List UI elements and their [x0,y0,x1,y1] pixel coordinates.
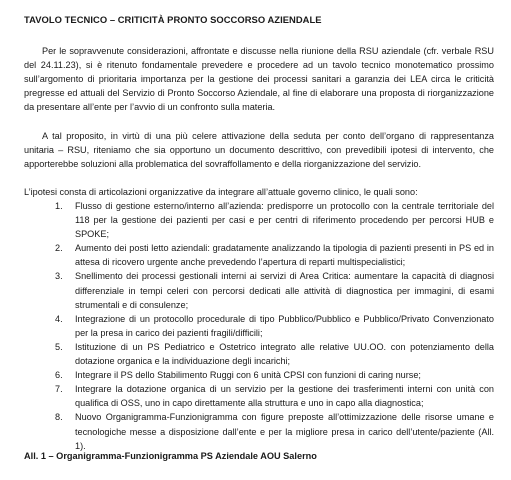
list-item-number: 5. [55,341,63,352]
paragraph-list-intro: L’ipotesi consta di articolazioni organizzative da integrare all’attuale governo clinico, le quali sono: [24,187,418,197]
document-title: TAVOLO TECNICO – CRITICITÀ PRONTO SOCCORSO AZIENDALE [24,14,322,25]
list-item [24,340,494,368]
list-item [24,199,494,241]
intervention-list [24,199,494,453]
list-item [24,312,494,340]
annex-heading: All. 1 – Organigramma-Funzionigramma PS Aziendale AOU Salerno [24,451,317,461]
list-item-number: 3. [55,271,63,282]
list-item-number: 4. [55,313,63,324]
list-item-text: Snellimento dei processi gestionali interni ai servizi di Area Critica: aumentare la capacità di diagnosi differenziale in tempi celeri con percorsi dedicati alle attività di diagnostica per immagini, di esami strumentali e di consulenze; [75,271,494,310]
list-item-number: 8. [55,412,63,423]
list-item-text: Aumento dei posti letto aziendali: gradatamente analizzando la tipologia di pazienti presenti in PS ed in attesa di ricovero urgente anche prevedendo l’apertura di reparti multispecialistici; [75,243,494,268]
list-item-number: 2. [55,243,63,254]
paragraph-intro: Per le sopravvenute considerazioni, affrontate e discusse nella riunione della RSU aziendale (cfr. verbale RSU del 24.11.23), si è ritenuto fondamentale prevedere e procedere ad un tavolo tecnico monotematico prossimo sull’argomento di prioritaria importanza per la gestione dei processi sanitari a garanzia dei LEA circa le criticità pregresse ed attuali del Servizio di Pronto Soccorso Aziendale, al fine di elaborare una proposta di riorganizzazione da presentare all’ente per l’avvio di un confronto sulla materia. [24,46,494,113]
list-item-text: Istituzione di un PS Pediatrico e Ostetrico integrato alle relative UU.OO. con potenziamento della dotazione organica e la individuazione degli incarichi; [75,341,494,367]
list-item [24,269,494,311]
list-item-text: Integrare la dotazione organica di un servizio per la gestione dei trasferimenti interni con unità con qualifica di OSS, uno in capo direttamente alla struttura e uno in capo alla diagnostica; [75,384,494,409]
list-item-text: Integrare il PS dello Stabilimento Ruggi con 6 unità CPSI con funzioni di caring nurse; [75,370,421,381]
list-item-text: Nuovo Organigramma-Funzionigramma con figure preposte all’ottimizzazione delle risorse umane e tecnologiche messe a disposizione dall’ente e per la migliore presa in carico dell’utente/paziente (All. 1). [75,412,494,451]
list-item-number: 1. [55,201,63,211]
paragraph-proposal: A tal proposito, in virtù di una più celere attivazione della seduta per conto dell’organo di rappresentanza unitaria – RSU, riteniamo che sia opportuno un documento descrittivo, con prevedibili ipotesi di intervento, che apporterebbe soluzioni alla problematica del sovraffollamento e della riorganizzazione del servizio. [24,131,494,170]
list-item-text: Integrazione di un protocollo procedurale di tipo Pubblico/Pubblico e Pubblico/Privato Convenzionato per la presa in carico dei pazienti fragili/difficili; [75,313,494,338]
list-item-number: 7. [55,384,63,395]
list-item-text: Flusso di gestione esterno/interno all’azienda: predisporre un protocollo con la centrale territoriale del 118 per la gestione dei pazienti per casi e per centri di riferimento procedendo per percorsi HUB e SPOKE; [75,201,494,240]
list-item [24,410,494,452]
list-item [24,368,494,382]
list-item [24,382,494,410]
list-item-number: 6. [55,370,63,381]
list-item [24,241,494,269]
